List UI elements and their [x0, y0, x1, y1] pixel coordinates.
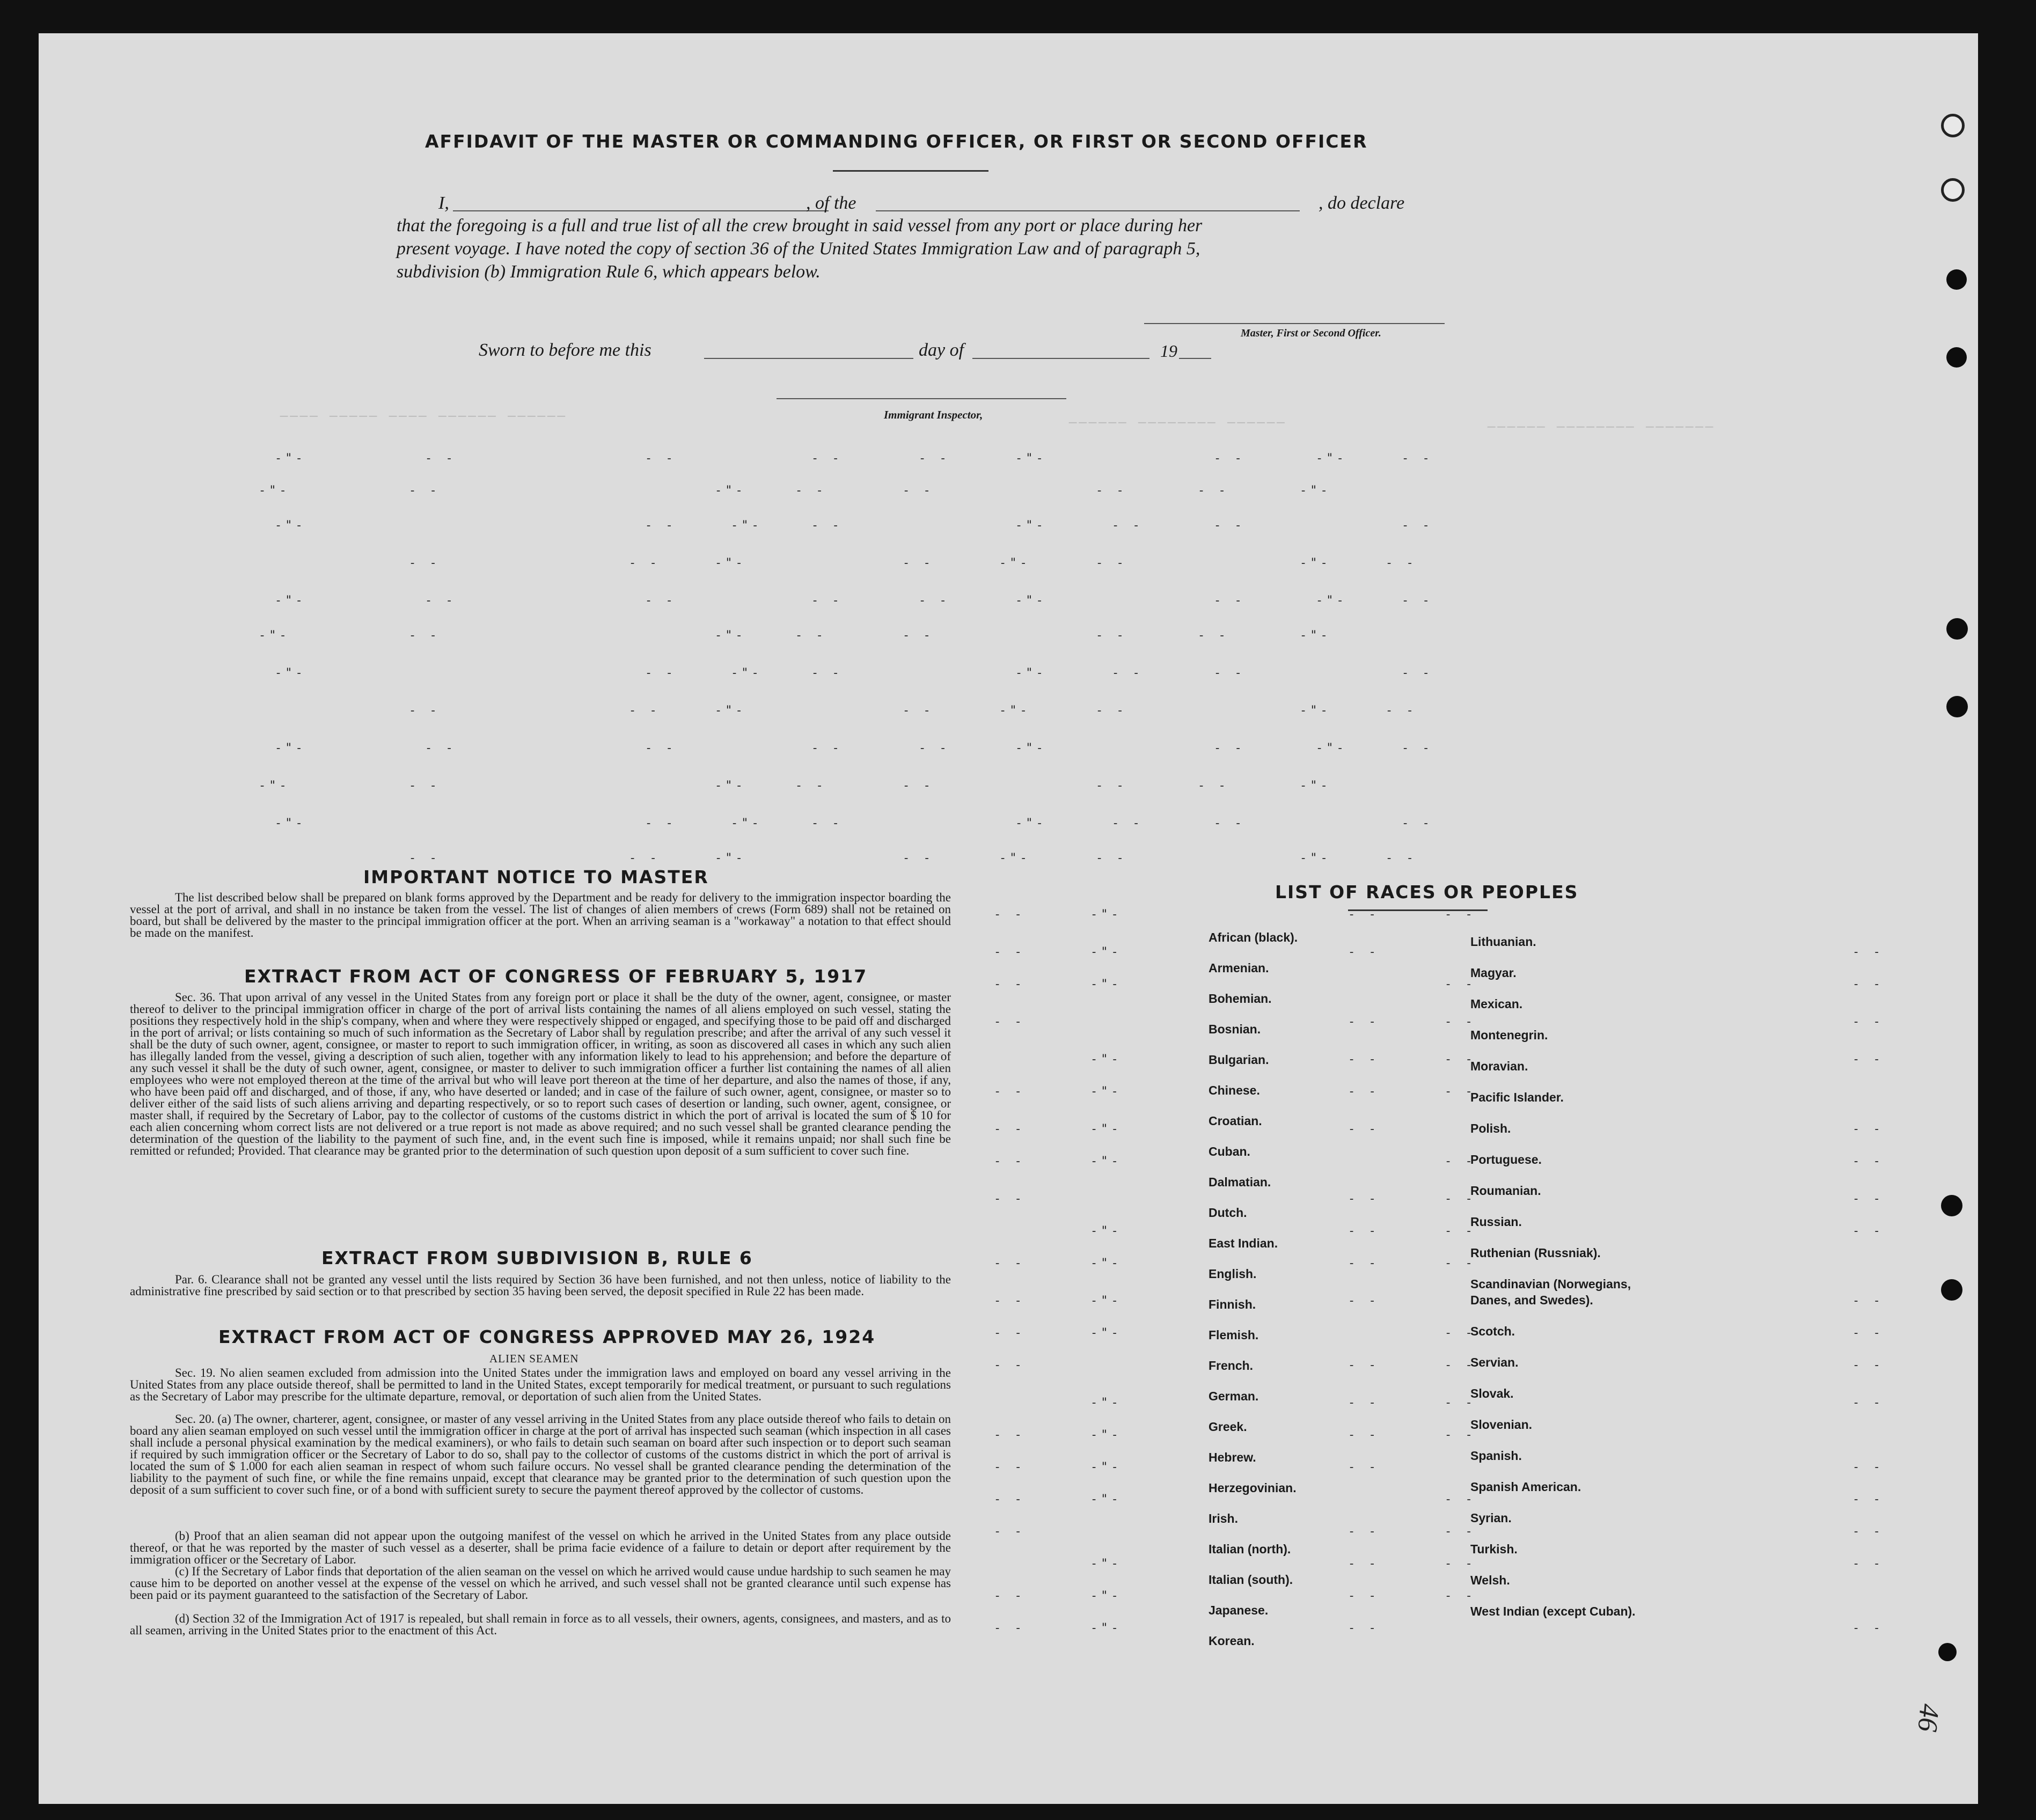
ditto-mark: -"-	[275, 594, 306, 607]
handwritten-page-number: 46	[1912, 1702, 1945, 1733]
race-entry: Scandinavian (Norwegians, Danes, and Swedes).	[1470, 1277, 1631, 1307]
ditto-mark: - -	[1852, 1155, 1884, 1168]
race-entry: Italian (south).	[1209, 1573, 1293, 1587]
ditto-mark: - -	[1348, 1224, 1379, 1238]
ditto-mark: -"-	[259, 484, 290, 497]
ditto-mark: -"-	[1090, 1428, 1122, 1442]
races-title-rule	[1348, 909, 1488, 911]
ditto-mark: - -	[994, 1155, 1025, 1168]
ditto-mark: -"-	[1090, 1621, 1122, 1635]
ditto-mark: -"-	[259, 629, 290, 642]
ditto-mark: - -	[811, 594, 843, 607]
affidavit-of-the: , of the	[806, 193, 856, 213]
ditto-mark: - -	[1348, 1621, 1379, 1635]
ditto-mark: -"-	[715, 484, 746, 497]
ditto-mark: -"-	[1090, 1224, 1122, 1238]
sworn-label: Sworn to before me this	[479, 340, 651, 360]
ditto-mark: - -	[811, 817, 843, 830]
race-entry: Cuban.	[1209, 1144, 1250, 1158]
ditto-mark: - -	[994, 1621, 1025, 1635]
document-page	[39, 33, 1978, 1804]
ditto-mark: - -	[1445, 1224, 1476, 1238]
show-through-text: ────── ──────── ──────	[1069, 415, 1287, 430]
ditto-mark: - -	[1852, 1192, 1884, 1206]
ditto-mark: - -	[409, 704, 440, 717]
ditto-mark: - -	[903, 629, 934, 642]
ditto-mark: - -	[629, 704, 660, 717]
race-entry: Hebrew.	[1209, 1450, 1256, 1464]
ditto-mark: - -	[1112, 666, 1143, 680]
ditto-mark: - -	[1348, 1359, 1379, 1372]
race-entry: Welsh.	[1470, 1573, 1510, 1587]
extract-1917-title: EXTRACT FROM ACT OF CONGRESS OF FEBRUARY 5, 1917	[244, 966, 868, 987]
extract-1924-sec20b: (b) Proof that an alien seaman did not appear upon the outgoing manifest of the vessel on which he arrived in the United States from any place outside thereof, or that he was reported by the master of such vessel as a deserter, shall be prima facie evidence of a failure to detain or deport after requirement by the immigration officer or the Secretary of Labor.	[130, 1529, 951, 1566]
race-entry: Montenegrin.	[1470, 1028, 1548, 1042]
ditto-mark: - -	[1445, 1428, 1476, 1442]
binder-ring-icon	[1941, 178, 1965, 202]
race-entry: Ruthenian (Russniak).	[1470, 1246, 1601, 1260]
sworn-year-line[interactable]	[1179, 358, 1211, 359]
punch-hole-icon	[1946, 347, 1967, 368]
ditto-mark: -"-	[275, 452, 306, 465]
ditto-mark: -"-	[1300, 704, 1331, 717]
ditto-mark: -"-	[999, 704, 1030, 717]
ditto-mark: - -	[1214, 519, 1245, 532]
ditto-mark: - -	[409, 852, 440, 865]
race-entry: Russian.	[1470, 1215, 1522, 1229]
ditto-mark: - -	[1402, 666, 1433, 680]
race-entry: Armenian.	[1209, 961, 1269, 975]
ditto-mark: - -	[1112, 519, 1143, 532]
show-through-text: ──── ───── ──── ────── ──────	[280, 409, 568, 424]
ditto-mark: - -	[994, 1525, 1025, 1538]
ditto-mark: - -	[1386, 704, 1417, 717]
ditto-mark: - -	[1445, 1359, 1476, 1372]
ditto-mark: - -	[994, 1257, 1025, 1270]
ditto-mark: -"-	[1300, 852, 1331, 865]
ditto-mark: - -	[1852, 1224, 1884, 1238]
race-entry: Chinese.	[1209, 1083, 1260, 1097]
race-entry: African (black).	[1209, 930, 1298, 944]
affidavit-title: AFFIDAVIT OF THE MASTER OR COMMANDING OFFICER, OR FIRST OR SECOND OFFICER	[425, 131, 1368, 152]
ditto-mark: - -	[903, 556, 934, 570]
ditto-mark: - -	[1852, 1122, 1884, 1136]
ditto-mark: - -	[1096, 779, 1127, 792]
ditto-mark: -"-	[1090, 1461, 1122, 1474]
ditto-mark: - -	[994, 1461, 1025, 1474]
ditto-mark: -"-	[1090, 1589, 1122, 1603]
ditto-mark: -"-	[1090, 978, 1122, 991]
ditto-mark: - -	[1402, 519, 1433, 532]
ditto-mark: -"-	[715, 629, 746, 642]
ditto-mark: - -	[1112, 817, 1143, 830]
ditto-mark: -"-	[275, 666, 306, 680]
title-rule	[833, 170, 988, 172]
alien-seamen-subtitle: ALIEN SEAMEN	[489, 1352, 579, 1365]
ditto-mark: - -	[1852, 1525, 1884, 1538]
day-of-label: day of	[919, 340, 964, 360]
race-entry: Korean.	[1209, 1634, 1255, 1648]
affidavit-i: I,	[438, 193, 449, 213]
race-entry: Italian (north).	[1209, 1542, 1291, 1556]
ditto-mark: - -	[1852, 1294, 1884, 1308]
ditto-mark: -"-	[1316, 594, 1347, 607]
ditto-mark: -"-	[1300, 779, 1331, 792]
ditto-mark: - -	[645, 817, 676, 830]
notice-title: IMPORTANT NOTICE TO MASTER	[363, 867, 709, 887]
ditto-mark: - -	[1214, 594, 1245, 607]
race-entry: Servian.	[1470, 1355, 1519, 1369]
affidavit-line-2: present voyage. I have noted the copy of section 36 of the United States Immigration Law and of paragraph 5,	[397, 239, 1200, 259]
punch-hole-icon	[1941, 1195, 1962, 1216]
ditto-mark: - -	[1852, 1621, 1884, 1635]
ditto-mark: -"-	[1090, 1085, 1122, 1098]
race-entry: Herzegovinian.	[1209, 1481, 1297, 1495]
ditto-mark: - -	[1386, 852, 1417, 865]
ditto-mark: - -	[1214, 452, 1245, 465]
ditto-mark: -"-	[1090, 945, 1122, 959]
ditto-mark: -"-	[999, 556, 1030, 570]
ditto-mark: - -	[409, 556, 440, 570]
ditto-mark: - -	[1198, 779, 1229, 792]
ditto-mark: - -	[425, 742, 456, 755]
ditto-mark: - -	[629, 852, 660, 865]
ditto-mark: - -	[1096, 556, 1127, 570]
ditto-mark: -"-	[1316, 452, 1347, 465]
affidavit-do-declare: , do declare	[1319, 193, 1405, 213]
affidavit-line-1: that the foregoing is a full and true list of all the crew brought in said vessel from any port or place during her	[397, 216, 1203, 236]
ditto-mark: -"-	[1090, 1257, 1122, 1270]
ditto-mark: - -	[1445, 1326, 1476, 1340]
ditto-mark: - -	[994, 1192, 1025, 1206]
ditto-mark: - -	[1386, 556, 1417, 570]
ditto-mark: -"-	[1090, 1326, 1122, 1340]
ditto-mark: - -	[1852, 1326, 1884, 1340]
ditto-mark: -"-	[1300, 556, 1331, 570]
ditto-mark: - -	[903, 852, 934, 865]
ditto-mark: - -	[1348, 1085, 1379, 1098]
ditto-mark: - -	[1852, 1461, 1884, 1474]
ditto-mark: -"-	[1090, 1396, 1122, 1410]
ditto-mark: -"-	[1090, 1122, 1122, 1136]
ditto-mark: - -	[1852, 1015, 1884, 1029]
race-entry: Finnish.	[1209, 1297, 1256, 1311]
ditto-mark: - -	[994, 1428, 1025, 1442]
race-entry: West Indian (except Cuban).	[1470, 1604, 1636, 1618]
punch-hole-icon	[1938, 1643, 1957, 1661]
ditto-mark: - -	[1445, 1053, 1476, 1066]
extract-1924-title: EXTRACT FROM ACT OF CONGRESS APPROVED MAY 26, 1924	[218, 1326, 876, 1347]
race-entry: Spanish American.	[1470, 1480, 1581, 1494]
ditto-mark: - -	[1348, 1396, 1379, 1410]
ditto-mark: -"-	[1090, 1493, 1122, 1506]
ditto-mark: - -	[1348, 1428, 1379, 1442]
ditto-mark: -"-	[1015, 817, 1046, 830]
ditto-mark: - -	[795, 629, 826, 642]
ditto-mark: - -	[795, 779, 826, 792]
race-entry: East Indian.	[1209, 1236, 1278, 1250]
master-signature-line[interactable]	[1144, 323, 1445, 324]
ditto-mark: - -	[1445, 1557, 1476, 1571]
ditto-mark: - -	[919, 742, 950, 755]
ditto-mark: - -	[1348, 1461, 1379, 1474]
ditto-mark: -"-	[1015, 742, 1046, 755]
ditto-mark: - -	[994, 908, 1025, 921]
ditto-mark: - -	[1852, 1053, 1884, 1066]
ditto-mark: -"-	[1300, 629, 1331, 642]
sworn-month-line[interactable]	[972, 358, 1149, 359]
ditto-mark: - -	[811, 452, 843, 465]
ditto-mark: -"-	[1015, 594, 1046, 607]
punch-hole-icon	[1946, 269, 1967, 290]
year-prefix: 19	[1160, 341, 1177, 361]
ditto-mark: -"-	[259, 779, 290, 792]
ditto-mark: - -	[1348, 1192, 1379, 1206]
ditto-mark: -"-	[999, 852, 1030, 865]
ditto-mark: -"-	[715, 556, 746, 570]
race-entry: Slovak.	[1470, 1386, 1514, 1400]
ditto-mark: - -	[1402, 594, 1433, 607]
ditto-mark: - -	[1445, 978, 1476, 991]
race-entry: Greek.	[1209, 1420, 1247, 1434]
race-entry: English.	[1209, 1267, 1257, 1281]
ditto-mark: -"-	[275, 519, 306, 532]
race-entry: Japanese.	[1209, 1603, 1269, 1617]
ditto-mark: -"-	[1316, 742, 1347, 755]
ditto-mark: - -	[994, 978, 1025, 991]
inspector-signature-line[interactable]	[777, 398, 1066, 399]
ditto-mark: - -	[645, 452, 676, 465]
inspector-caption: Immigrant Inspector,	[884, 408, 983, 421]
ditto-mark: - -	[811, 742, 843, 755]
race-entry: Turkish.	[1470, 1542, 1518, 1556]
race-entry: Moravian.	[1470, 1059, 1528, 1073]
ditto-mark: - -	[645, 519, 676, 532]
race-entry: Dalmatian.	[1209, 1175, 1271, 1189]
ditto-mark: - -	[1198, 629, 1229, 642]
race-entry: Bulgarian.	[1209, 1053, 1269, 1067]
race-entry: Spanish.	[1470, 1449, 1522, 1463]
ditto-mark: - -	[994, 1493, 1025, 1506]
ditto-mark: -"-	[731, 817, 762, 830]
vessel-field-line[interactable]	[876, 210, 1300, 211]
ditto-mark: - -	[1214, 817, 1245, 830]
race-entry: Croatian.	[1209, 1114, 1262, 1128]
ditto-mark: - -	[1348, 1053, 1379, 1066]
race-entry: Bosnian.	[1209, 1022, 1261, 1036]
ditto-mark: - -	[994, 1589, 1025, 1603]
ditto-mark: -"-	[731, 666, 762, 680]
ditto-mark: - -	[994, 1359, 1025, 1372]
ditto-mark: -"-	[1015, 452, 1046, 465]
sworn-day-line[interactable]	[704, 358, 913, 359]
extract-1924-sec20a: Sec. 20. (a) The owner, charterer, agent, consignee, or master of any vessel arriving in the United States from any place outside thereof who fails to detain on board any alien seaman employed on such vessel until the immigration officer in charge at the port of arrival has inspected such seaman (which inspection in all cases shall include a personal physical examination by the medical examiners), or who fails to detain such seaman on board after such inspection or to deport such seaman if required by such immigration officer or the Secretary of Labor to do so, shall pay to the collector of customs of the customs district in which the port of arrival is located the sum of $ 1.000 for each alien seaman in respect of whom such failure occurs. No vessel shall be granted clearance pending the determination of the liability to the payment of such fine, or while the fine remains unpaid, except that clearance may be granted prior to the determination of such question upon the deposit of a sum sufficient to cover such fine, or of a bond with sufficient surety to secure the payment thereof approved by the collector of customs.	[130, 1412, 951, 1496]
ditto-mark: - -	[1445, 1015, 1476, 1029]
ditto-mark: - -	[1852, 945, 1884, 959]
extract-1924-sec20c: (c) If the Secretary of Labor finds that deportation of the alien seaman on the vessel on which he arrived would cause undue hardship to such seamen he may cause him to be deported on another vessel at the expense of the vessel on which he arrived, and such vessel shall not be granted clearance until such expense has been paid or its payment guaranteed to the satisfaction of the Secretary of Labor.	[130, 1565, 951, 1602]
race-entry: Irish.	[1209, 1511, 1238, 1525]
ditto-mark: - -	[919, 594, 950, 607]
affidavit-line-3: subdivision (b) Immigration Rule 6, which appears below.	[397, 262, 821, 282]
ditto-mark: - -	[629, 556, 660, 570]
ditto-mark: -"-	[1090, 1557, 1122, 1571]
extract-1917-text: Sec. 36. That upon arrival of any vessel in the United States from any foreign port or place it shall be the duty of the owner, agent, consignee, or master thereof to deliver to the principal immigration officer in charge of the port of arrival lists containing the names of all aliens employed on such vessel, stating the positions they respectively hold in the ship's company, when and where they were respectively shipped or engaged, and specifying those to be paid off and discharged in the port of arrival; or lists containing so much of such information as the Secretary of Labor shall by regulation prescribe; and after the arrival of any such vessel it shall be the duty of such owner, agent, consignee, or master to report to such immigration officer, in writing, as soon as discovered all cases in which any such alien has illegally landed from the vessel, giving a description of such alien, together with any information likely to lead to his apprehension; and before the departure of any such vessel it shall be the duty of such owner, agent, consignee, or master to deliver to such immigration officer a further list containing the names of all alien employees who were not employed thereon at the time of the arrival but who will leave port thereon at the time of her departure, and also the names of those, if any, who have been paid off and discharged, and of those, if any, who have deserted or landed; and in case of the failure of such owner, agent, consignee, or master so to deliver either of the said lists of such aliens arriving and departing respectively, or so to report such cases of desertion or landing, such owner, agent, consignee, or master shall, if required by the Secretary of Labor, pay to the collector of customs of the customs district in which the port of arrival is located the sum of $ 10 for each alien concerning whom correct lists are not delivered or a true report is not made as above required; and no such vessel shall be granted clearance pending the determination of the question of the liability to the payment of such fine, and, in the event such fine is imposed, while it remains unpaid; nor shall such fine be remitted or refunded; Provided. That clearance may be granted prior to the determination of such question upon deposit of a sum sufficient to cover such fine.	[130, 990, 951, 1157]
race-entry: Dutch.	[1209, 1206, 1247, 1220]
race-entry: Polish.	[1470, 1121, 1511, 1135]
notice-text: The list described below shall be prepared on blank forms approved by the Department and be ready for delivery to the immigration inspector boarding the vessel at the port of arrival, and shall in no instance be taken from the vessel. The list of changes of alien members of crews (Form 689) shall not be retained on board, but shall be delivered by the master to the principal immigration officer at the port. When an arriving seaman is a "workaway" a notation to that effect should be made on the manifest.	[130, 891, 951, 940]
ditto-mark: - -	[1096, 484, 1127, 497]
punch-hole-icon	[1946, 618, 1968, 640]
ditto-mark: -"-	[1300, 484, 1331, 497]
ditto-mark: - -	[1445, 1155, 1476, 1168]
ditto-mark: - -	[1445, 1085, 1476, 1098]
ditto-mark: - -	[409, 484, 440, 497]
ditto-mark: - -	[994, 945, 1025, 959]
ditto-mark: - -	[1348, 908, 1379, 921]
ditto-mark: - -	[1445, 1257, 1476, 1270]
ditto-mark: -"-	[275, 742, 306, 755]
ditto-mark: - -	[1445, 1493, 1476, 1506]
race-entry: Bohemian.	[1209, 992, 1272, 1006]
ditto-mark: -"-	[715, 852, 746, 865]
ditto-mark: - -	[645, 666, 676, 680]
ditto-mark: - -	[994, 1294, 1025, 1308]
ditto-mark: - -	[1214, 666, 1245, 680]
ditto-mark: - -	[903, 779, 934, 792]
ditto-mark: - -	[1402, 742, 1433, 755]
ditto-mark: - -	[1445, 1192, 1476, 1206]
ditto-mark: - -	[1214, 742, 1245, 755]
ditto-mark: - -	[795, 484, 826, 497]
extract-rule6-title: EXTRACT FROM SUBDIVISION B, RULE 6	[321, 1247, 753, 1268]
ditto-mark: - -	[903, 704, 934, 717]
ditto-mark: - -	[1852, 978, 1884, 991]
ditto-mark: - -	[1348, 1294, 1379, 1308]
race-entry: Syrian.	[1470, 1511, 1512, 1525]
punch-hole-icon	[1941, 1279, 1962, 1301]
race-entry: Mexican.	[1470, 997, 1523, 1011]
ditto-mark: - -	[1096, 629, 1127, 642]
show-through-text: ────── ──────── ───────	[1488, 420, 1716, 435]
binder-ring-icon	[1941, 114, 1965, 137]
ditto-mark: - -	[409, 779, 440, 792]
ditto-mark: - -	[1348, 1589, 1379, 1603]
races-title: LIST OF RACES OR PEOPLES	[1275, 882, 1579, 902]
ditto-mark: - -	[1402, 452, 1433, 465]
name-field-line[interactable]	[453, 210, 829, 211]
race-entry: Scotch.	[1470, 1324, 1515, 1338]
ditto-mark: - -	[409, 629, 440, 642]
ditto-mark: - -	[1852, 1557, 1884, 1571]
ditto-mark: - -	[1402, 817, 1433, 830]
ditto-mark: - -	[1198, 484, 1229, 497]
punch-hole-icon	[1946, 696, 1968, 717]
race-entry: Slovenian.	[1470, 1418, 1533, 1432]
race-entry: Pacific Islander.	[1470, 1090, 1564, 1104]
ditto-mark: - -	[994, 1326, 1025, 1340]
ditto-mark: - -	[425, 594, 456, 607]
master-signature-caption: Master, First or Second Officer.	[1241, 327, 1381, 339]
ditto-mark: -"-	[1015, 519, 1046, 532]
ditto-mark: - -	[1348, 945, 1379, 959]
ditto-mark: - -	[1348, 1525, 1379, 1538]
ditto-mark: - -	[425, 452, 456, 465]
ditto-mark: - -	[645, 594, 676, 607]
ditto-mark: -"-	[731, 519, 762, 532]
ditto-mark: - -	[1852, 1493, 1884, 1506]
ditto-mark: -"-	[275, 817, 306, 830]
ditto-mark: - -	[811, 519, 843, 532]
ditto-mark: - -	[994, 1085, 1025, 1098]
ditto-mark: - -	[1348, 1557, 1379, 1571]
ditto-mark: - -	[1445, 908, 1476, 921]
ditto-mark: - -	[903, 484, 934, 497]
ditto-mark: -"-	[1090, 1053, 1122, 1066]
ditto-mark: - -	[1096, 852, 1127, 865]
ditto-mark: -"-	[1090, 908, 1122, 921]
ditto-mark: -"-	[1090, 1294, 1122, 1308]
ditto-mark: - -	[919, 452, 950, 465]
ditto-mark: -"-	[1090, 1155, 1122, 1168]
race-entry: French.	[1209, 1359, 1254, 1373]
ditto-mark: - -	[1445, 1589, 1476, 1603]
race-entry: German.	[1209, 1389, 1259, 1403]
ditto-mark: - -	[994, 1122, 1025, 1136]
ditto-mark: - -	[1096, 704, 1127, 717]
ditto-mark: - -	[645, 742, 676, 755]
ditto-mark: - -	[1348, 1015, 1379, 1029]
ditto-mark: - -	[1348, 1122, 1379, 1136]
ditto-mark: - -	[1852, 1359, 1884, 1372]
ditto-mark: - -	[811, 666, 843, 680]
race-entry: Magyar.	[1470, 966, 1517, 980]
race-entry: Flemish.	[1209, 1328, 1259, 1342]
extract-rule6-text: Par. 6. Clearance shall not be granted any vessel until the lists required by Section 36 have been furnished, and not then unless, notice of liability to the administrative fine prescribed by said section or to that prescribed by section 35 having been served, the deposit specified in Rule 22 has been made.	[130, 1273, 951, 1298]
ditto-mark: - -	[994, 1015, 1025, 1029]
extract-1924-sec19: Sec. 19. No alien seamen excluded from admission into the United States under the immigration laws and employed on board any vessel arriving in the United States from any place outside thereof, shall be permitted to land in the United States, except temporarily for medical treatment, or pursuant to such regulations as the Secretary of Labor may prescribe for the ultimate departure, removal, or deportation of such alien from the United States.	[130, 1366, 951, 1403]
race-entry: Portuguese.	[1470, 1153, 1542, 1166]
ditto-mark: -"-	[715, 704, 746, 717]
race-entry: Lithuanian.	[1470, 935, 1536, 949]
ditto-mark: - -	[1852, 1396, 1884, 1410]
ditto-mark: - -	[1348, 1257, 1379, 1270]
ditto-mark: -"-	[1015, 666, 1046, 680]
race-entry: Roumanian.	[1470, 1184, 1541, 1198]
ditto-mark: - -	[1445, 1396, 1476, 1410]
ditto-mark: -"-	[715, 779, 746, 792]
extract-1924-sec20d: (d) Section 32 of the Immigration Act of 1917 is repealed, but shall remain in force as to all vessels, their owners, agents, consignees, and masters, and as to all seamen, arriving in the United States prior to the enactment of this Act.	[130, 1612, 951, 1637]
ditto-mark: - -	[1445, 1525, 1476, 1538]
